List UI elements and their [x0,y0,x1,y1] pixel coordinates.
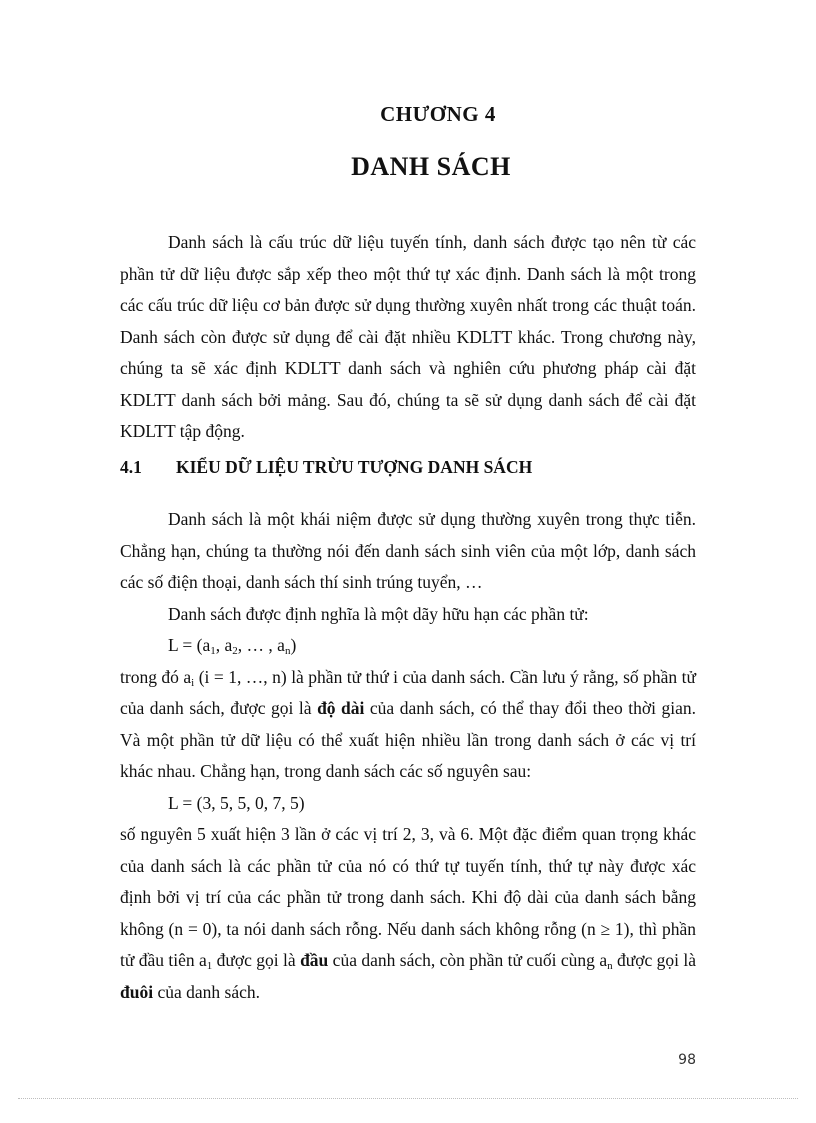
intro-paragraph [120,227,696,448]
term-tail: đuôi [120,981,154,1002]
page-bottom-divider [18,1098,798,1099]
chapter-title: DANH SÁCH [351,152,511,181]
section-number: 4.1 [120,457,142,477]
page-number: 98 [678,1052,696,1068]
section-body [120,504,696,1008]
formula-integer-list: L = (3, 5, 5, 0, 7, 5) [168,792,305,813]
section-heading [120,457,696,478]
section-paragraph-4: số nguyên 5 xuất hiện 3 lần ở các vị trí 2, 3, và 6. Một đặc điểm quan trọng khác của danh sách là các phần tử của nó có thứ tự tuyến tính, thứ tự này được xác định bởi vị trí của các phần tử trong danh sách. Khi độ dài của danh sách bằng không (n = 0), ta nói danh sách rỗng. Nếu danh sách không rỗng (n ≥ 1), thì phần tử đầu tiên $a_1$ được gọi là đầu của danh sách, còn phần tử cuối cùng $a_n$ được gọi là đuôi của danh sách. [120,824,696,1002]
chapter-label: CHƯƠNG 4 [380,102,496,126]
section-paragraph-3: trong đó $a_i$ (i = 1, …, n) là phần tử thứ i của danh sách. Cần lưu ý rằng, số phần tử của danh sách, được gọi là độ dài của danh sách, có thể thay đổi theo thời gian. Và một phần tử dữ liệu có thể xuất hiện nhiều lần trong danh sách ở các vị trí khác nhau. Chẳng hạn, trong danh sách các số nguyên sau: [120,666,696,781]
section-title: KIỂU DỮ LIỆU TRỪU TƯỢNG DANH SÁCH [176,457,533,477]
section-paragraph-1: Danh sách là một khái niệm được sử dụng thường xuyên trong thực tiễn. Chẳng hạn, chúng ta thường nói đến danh sách sinh viên của một lớp, danh sách các số điện thoại, danh sách thí sinh trúng tuyển, … [120,509,696,592]
section-paragraph-2: Danh sách được định nghĩa là một dãy hữu hạn các phần tử: [168,603,589,624]
term-head: đầu [300,950,329,970]
term-length: độ dài [317,698,365,718]
formula-list-definition: $L = (a_1$, $a_2$, … , $a_n$) [168,635,297,657]
intro-text: Danh sách là cấu trúc dữ liệu tuyến tính, danh sách được tạo nên từ các phần tử dữ liệu được sắp xếp theo một thứ tự xác định. Danh sách là một trong các cấu trúc dữ liệu cơ bản được sử dụng thường xuyên nhất trong các thuật toán. Danh sách còn được sử dụng để cài đặt nhiều KDLTT khác. Trong chương này, chúng ta sẽ xác định KDLTT danh sách và nghiên cứu phương pháp cài đặt KDLTT danh sách bởi mảng. Sau đó, chúng ta sẽ sử dụng danh sách để cài đặt KDLTT tập động. [120,232,696,441]
